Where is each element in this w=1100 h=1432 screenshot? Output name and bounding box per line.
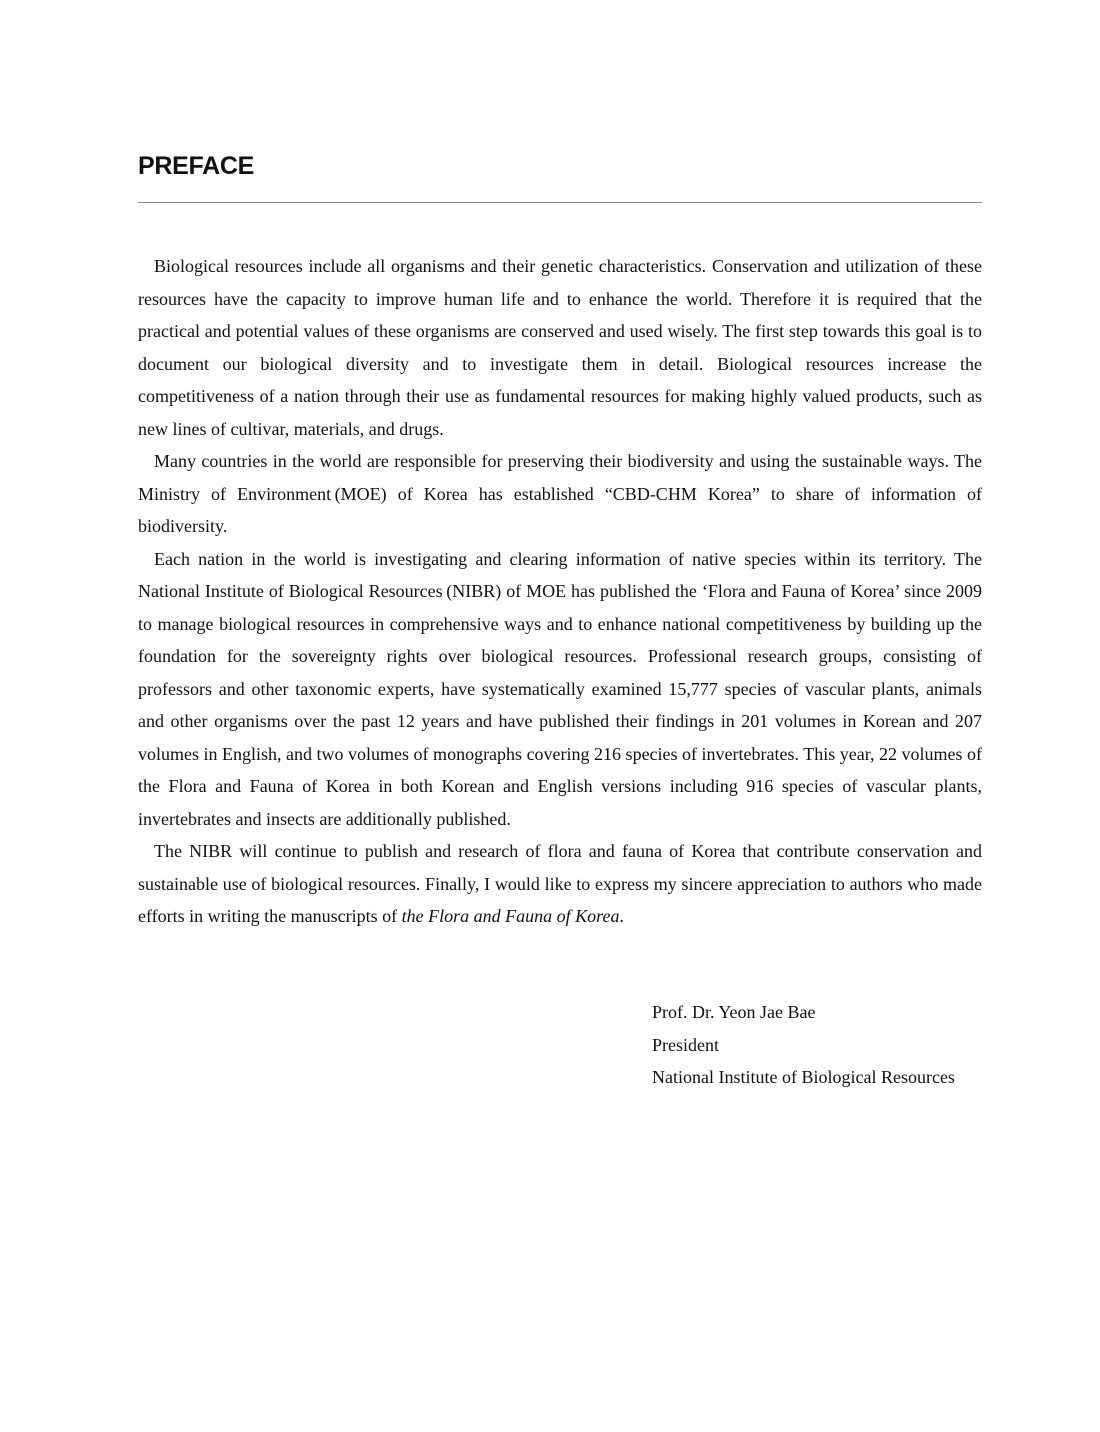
paragraph-4-end: . [619, 906, 624, 926]
signature-block [652, 996, 992, 1094]
page-title: PREFACE [138, 152, 254, 180]
title-divider [138, 202, 982, 203]
paragraph-1: Biological resources include all organisms and their genetic characteristics. Conservation and utilization of these resources have the capacity to improve human life and to enhance the world. Therefore it is required that the practical and potential values of these organisms are conserved and used wisely. The first step towards this goal is to document our biological diversity and to investigate them in detail. Biological resources increase the competitiveness of a nation through their use as fundamental resources for making highly valued products, such as new lines of cultivar, materials, and drugs. [138, 256, 982, 439]
signature-organization: National Institute of Biological Resources [652, 1067, 955, 1087]
signature-name: Prof. Dr. Yeon Jae Bae [652, 1002, 816, 1022]
signature-title: President [652, 1034, 719, 1055]
paragraph-3: Each nation in the world is investigating and clearing information of native species within its territory. The National Institute of Biological Resources (NIBR) of MOE has published the ‘Flora and Fauna of Korea’ since 2009 to manage biological resources in comprehensive ways and to enhance national competitiveness by building up the foundation for the sovereignty rights over biological resources. Professional research groups, consisting of professors and other taxonomic experts, have systematically examined 15,777 species of vascular plants, animals and other organisms over the past 12 years and have published their findings in 201 volumes in Korean and 207 volumes in English, and two volumes of monographs covering 216 species of invertebrates. This year, 22 volumes of the Flora and Fauna of Korea in both Korean and English versions including 916 species of vascular plants, invertebrates and insects are additionally published. [138, 548, 982, 829]
paragraph-4-text: The NIBR will continue to publish and research of flora and fauna of Korea that contribute conservation and sustainable use of biological resources. Finally, I would like to express my sincere appreciation to authors who made efforts in writing the manuscripts of [138, 841, 982, 926]
paragraph-2: Many countries in the world are responsible for preserving their biodiversity and using the sustainable ways. The Ministry of Environment (MOE) of Korea has established “CBD-CHM Korea” to share of information of biodiversity. [138, 451, 982, 536]
paragraph-4 [138, 835, 982, 933]
paragraph-4-italic-title: the Flora and Fauna of Korea [401, 906, 620, 926]
preface-body [138, 250, 982, 933]
